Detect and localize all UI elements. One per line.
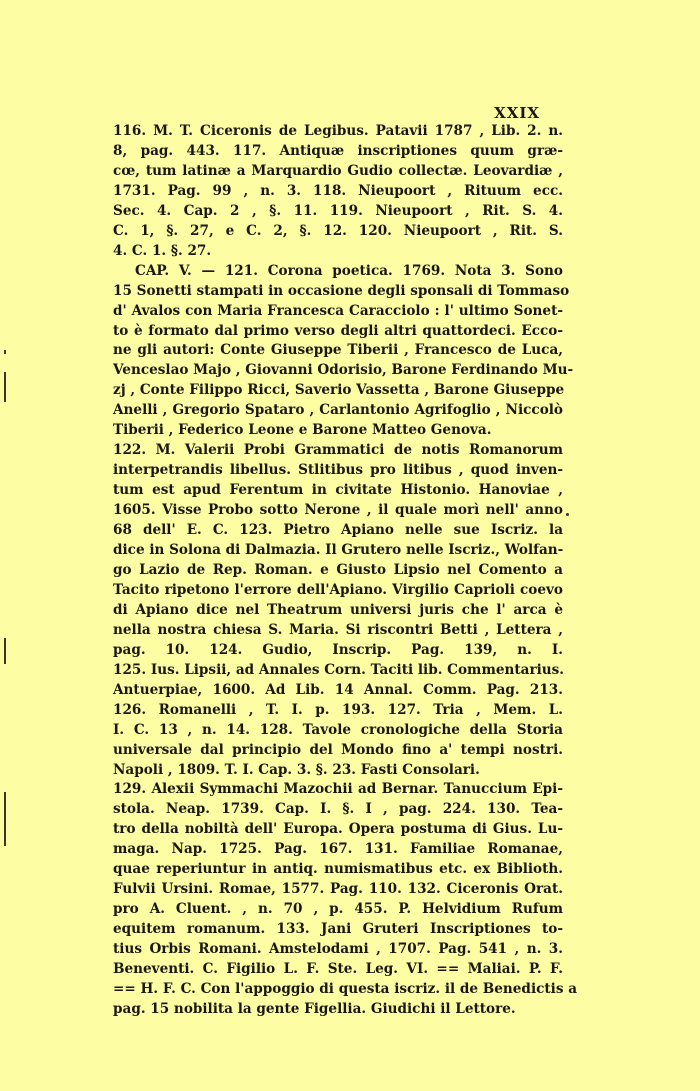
text-line: di Apiano dice nel Theatrum universi juris che l' arca è xyxy=(113,601,563,618)
text-line: maga. Nap. 1725. Pag. 167. 131. Familiae Romanae, xyxy=(113,841,563,858)
text-line: I. C. 13 , n. 14. 128. Tavole cronologiche della Storia xyxy=(113,721,563,738)
page-number: XXIX xyxy=(494,104,540,122)
chapter-heading-line: CAP. V. — 121. Corona poetica. 1769. Nota 3. Sono xyxy=(135,262,563,279)
text-line: d' Avalos con Maria Francesca Caracciolo : l' ultimo Sonet- xyxy=(113,302,563,319)
text-line: tius Orbis Romani. Amstelodami , 1707. Pag. 541 , n. 3. xyxy=(113,941,563,958)
text-line: C. 1, §. 27, e C. 2, §. 12. 120. Nieupoort , Rit. S. xyxy=(113,222,563,239)
text-line: 4. C. 1. §. 27. xyxy=(113,242,212,259)
text-line: nella nostra chiesa S. Maria. Si riscontri Betti , Lettera , xyxy=(113,621,563,638)
margin-mark xyxy=(4,372,6,402)
text-line: 126. Romanelli , T. I. p. 193. 127. Tria , Mem. L. xyxy=(113,701,563,718)
text-line: to è formato dal primo verso degli altri quattordeci. Ecco- xyxy=(113,322,563,339)
text-line: Fulvii Ursini. Romae, 1577. Pag. 110. 132. Ciceronis Orat. xyxy=(113,881,563,898)
text-line: 129. Alexii Symmachi Mazochii ad Bernar. Tanuccium Epi- xyxy=(113,781,563,798)
text-line: zj , Conte Filippo Ricci, Saverio Vassetta , Barone Giuseppe xyxy=(113,382,565,399)
text-line: Anelli , Gregorio Spataro , Carlantonio Agrifoglio , Niccolò xyxy=(113,402,563,419)
notes-text xyxy=(113,122,578,1020)
text-line: universale dal principio del Mondo fino a' tempi nostri. xyxy=(113,741,563,758)
text-line: Sec. 4. Cap. 2 , §. 11. 119. Nieupoort , Rit. S. 4. xyxy=(113,202,563,219)
margin-mark xyxy=(4,792,6,846)
text-line: Tacito ripetono l'errore dell'Apiano. Virgilio Caprioli coevo xyxy=(113,581,563,598)
text-line: stola. Neap. 1739. Cap. I. §. I , pag. 224. 130. Tea- xyxy=(113,801,563,818)
text-line: Beneventi. C. Figilio L. F. Ste. Leg. VI. == Maliai. P. F. xyxy=(113,961,563,978)
text-line: 116. M. T. Ciceronis de Legibus. Patavii 1787 , Lib. 2. n. xyxy=(113,123,563,139)
text-line: pro A. Cluent. , n. 70 , p. 455. P. Helvidium Rufum xyxy=(113,901,563,918)
text-line: interpetrandis libellus. Stlitibus pro litibus , quod inven- xyxy=(113,462,563,479)
text-line: quae reperiuntur in antiq. numismatibus etc. ex Biblioth. xyxy=(113,861,563,878)
text-line: 125. Ius. Lipsii, ad Annales Corn. Taciti lib. Commentarius. xyxy=(113,661,565,678)
margin-mark xyxy=(4,350,6,354)
text-line: 15 Sonetti stampati in occasione degli sponsali di Tommaso xyxy=(113,282,570,299)
text-line: tro della nobiltà dell' Europa. Opera postuma di Gius. Lu- xyxy=(113,821,563,838)
text-line: 122. M. Valerii Probi Grammatici de notis Romanorum xyxy=(113,442,563,459)
text-line: pag. 10. 124. Gudio, Inscrip. Pag. 139, n. I. xyxy=(113,641,563,658)
text-line: 68 dell' E. C. 123. Pietro Apiano nelle sue Iscriz. la xyxy=(113,522,563,539)
text-line: pag. 15 nobilita la gente Figellia. Giudichi il Lettore. xyxy=(113,1000,516,1017)
margin-mark xyxy=(4,638,6,664)
text-line: Venceslao Majo , Giovanni Odorisio, Barone Ferdinando Mu- xyxy=(113,362,574,379)
text-line: 1605. Visse Probo sotto Nerone , il quale morì nell' anno xyxy=(113,502,563,519)
text-line: Antuerpiae, 1600. Ad Lib. 14 Annal. Comm. Pag. 213. xyxy=(113,681,563,698)
text-line: 1731. Pag. 99 , n. 3. 118. Nieupoort , Rituum ecc. xyxy=(113,182,563,199)
text-line: dice in Solona di Dalmazia. Il Grutero nelle Iscriz., Wolfan- xyxy=(113,542,564,559)
text-line: go Lazio de Rep. Roman. e Giusto Lipsio nel Comento a xyxy=(113,561,563,578)
text-line: equitem romanum. 133. Jani Gruteri Inscriptiones to- xyxy=(113,921,563,938)
text-line: Napoli , 1809. T. I. Cap. 3. §. 23. Fasti Consolari. xyxy=(113,761,480,778)
text-line: ne gli autori: Conte Giuseppe Tiberii , Francesco de Luca, xyxy=(113,342,563,359)
margin-dot xyxy=(566,513,569,516)
text-line: == H. F. C. Con l'appoggio di questa iscriz. il de Benedictis a xyxy=(113,980,578,997)
text-line: tum est apud Ferentum in civitate Histonio. Hanoviae , xyxy=(113,482,563,499)
text-line: 8, pag. 443. 117. Antiquæ inscriptiones quum græ- xyxy=(113,142,563,159)
text-line: Tiberii , Federico Leone e Barone Matteo Genova. xyxy=(113,422,492,439)
text-line: cœ, tum latinæ a Marquardio Gudio collectæ. Leovardiæ , xyxy=(113,162,563,179)
